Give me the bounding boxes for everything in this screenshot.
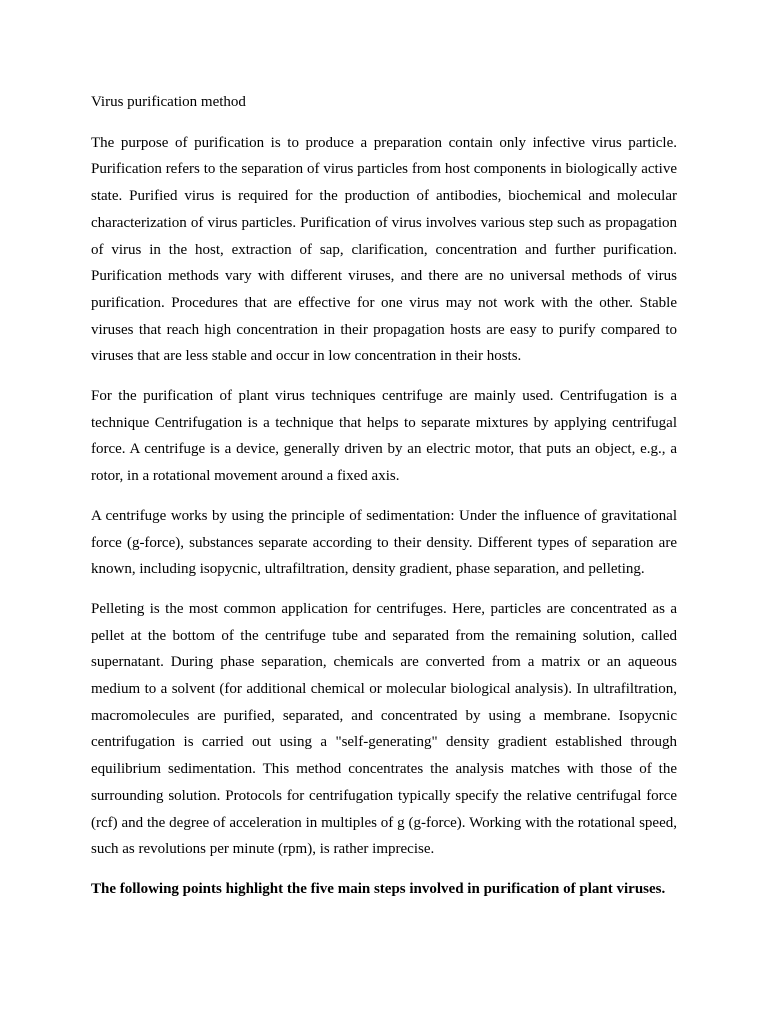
closing-bold-statement: The following points highlight the five main steps involved in purification of plant viruses. bbox=[91, 880, 666, 897]
document-title: Virus purification method bbox=[91, 94, 246, 110]
document-page bbox=[91, 89, 677, 903]
paragraph-pelleting: Pelleting is the most common application for centrifuges. Here, particles are concentrated as a pellet at the bottom of the centrifuge tube and separated from the remaining solution, called supernatant. During phase separation, chemicals are converted from a matrix or an aqueous medium to a solvent (for additional chemical or molecular biological analysis). In ultrafiltration, macromolecules are purified, separated, and concentrated by using a membrane. Isopycnic centrifugation is carried out using a "self-generating" density gradient established through equilibrium sedimentation. This method concentrates the analysis matches with those of the surrounding solution. Protocols for centrifugation typically specify the relative centrifugal force (rcf) and the degree of acceleration in multiples of g (g-force). Working with the rotational speed, such as revolutions per minute (rpm), is rather imprecise. bbox=[91, 600, 677, 858]
paragraph-centrifuge: For the purification of plant virus techniques centrifuge are mainly used. Centrifugation is a technique Centrifugation is a technique that helps to separate mixtures by applying centrifugal force. A centrifuge is a device, generally driven by an electric motor, that puts an object, e.g., a rotor, in a rotational movement around a fixed axis. bbox=[91, 388, 677, 485]
paragraph-sedimentation: A centrifuge works by using the principle of sedimentation: Under the influence of gravitational force (g-force), substances separate according to their density. Different types of separation are known, including isopycnic, ultrafiltration, density gradient, phase separation, and pelleting. bbox=[91, 507, 677, 578]
paragraph-purpose: The purpose of purification is to produce a preparation contain only infective virus particle. Purification refers to the separation of virus particles from host components in biologically active state. Purified virus is required for the production of antibodies, biochemical and molecular characterization of virus particles. Purification of virus involves various step such as propagation of virus in the host, extraction of sap, clarification, concentration and further purification. Purification methods vary with different viruses, and there are no universal methods of virus purification. Procedures that are effective for one virus may not work with the other. Stable viruses that reach high concentration in their propagation hosts are easy to purify compared to viruses that are less stable and occur in low concentration in their hosts. bbox=[91, 134, 677, 365]
